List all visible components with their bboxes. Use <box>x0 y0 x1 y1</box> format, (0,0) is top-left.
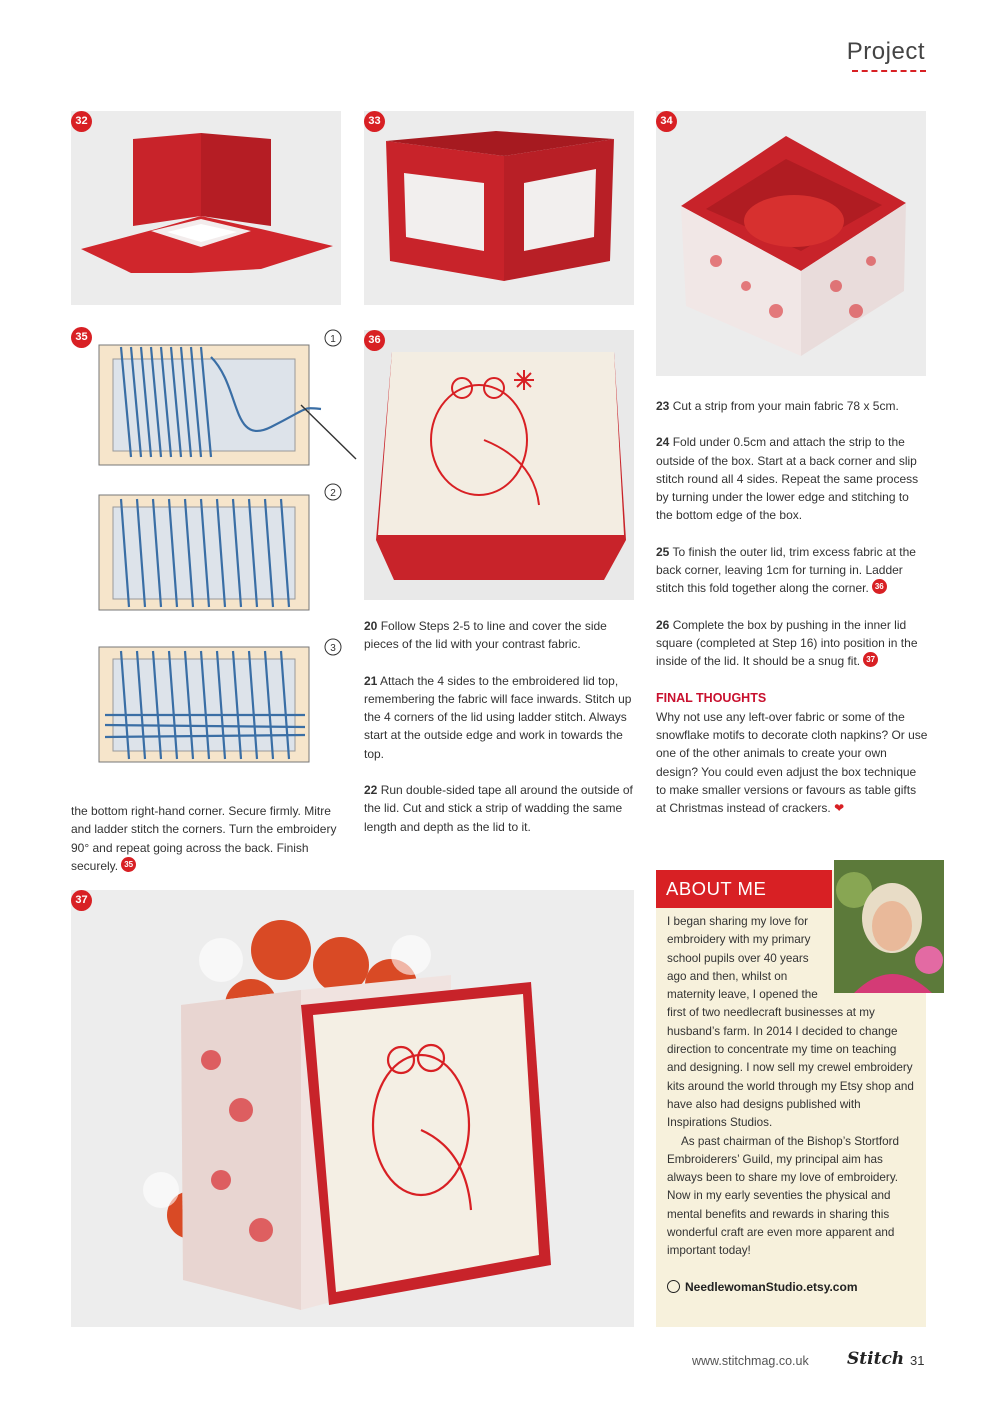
about-me-text <box>667 913 919 1261</box>
step-23: 23 Cut a strip from your main fabric 78 x 5cm. <box>656 399 899 413</box>
about-me-heading: ABOUT ME <box>656 870 832 908</box>
section-title: Project <box>846 38 925 65</box>
step-badge-35: 35 <box>71 327 92 348</box>
about-paragraph-1: I began sharing my love for embroidery with my primary school pupils over 40 years ago and then, whilst on maternity leave, I opened the first of two needlecraft businesses at my husband’s farm. In 2014 I decided to change direction to concentrate my time on teaching and designing. I now sell my crewel embroidery kits around the world through my Etsy shop and have also had designs published with Inspirations Studios. <box>667 915 914 1130</box>
diagram-label-1: 1 <box>330 334 336 345</box>
heart-icon: ❤ <box>834 801 845 816</box>
final-thoughts-heading: FINAL THOUGHTS <box>656 690 767 705</box>
step-badge-32: 32 <box>71 111 92 132</box>
photo-step-32 <box>71 111 341 305</box>
lacing-diagram <box>71 327 361 782</box>
ref-badge-36: 36 <box>872 579 887 594</box>
step-26: 26 Complete the box by pushing in the inner lid square (completed at Step 16) into position in the inside of the lid. It should be a snug fit. 37 <box>656 617 918 669</box>
diagram-label-2: 2 <box>330 488 336 499</box>
step-21: 21 Attach the 4 sides to the embroidered lid top, remembering the fabric will face inwards. Stitch up the 4 corners of the lid using ladder stitch. Always start at the outside edge and work in towards the top. <box>364 673 632 761</box>
footer-url[interactable]: www.stitchmag.co.uk <box>692 1354 809 1368</box>
photo-step-33 <box>364 111 634 305</box>
photo-step-34 <box>656 111 926 376</box>
text-column-2 <box>364 617 634 854</box>
section-divider <box>852 70 926 72</box>
text-column-1 <box>71 802 341 875</box>
step-25: 25 To finish the outer lid, trim excess fabric at the back corner, leaving 1cm for turning in. Ladder stitch this fold together along the corner. 36 <box>656 544 916 596</box>
col1-text: the bottom right-hand corner. Secure firmly. Mitre and ladder stitch the corners. Turn the embroidery 90° and repeat going across the back. Finish securely. <box>71 804 337 873</box>
text-column-3 <box>656 397 928 818</box>
photo-step-37 <box>71 890 634 1327</box>
photo-step-36 <box>364 330 634 600</box>
diagram-label-3: 3 <box>330 643 336 654</box>
step-24: 24 Fold under 0.5cm and attach the strip to the outside of the box. Start at a back corner and slip stitch round all 4 sides. Repeat the same process by turning under the lower edge and stitching to the bottom edge of the box. <box>656 435 919 523</box>
step-badge-36: 36 <box>364 330 385 351</box>
ref-badge-35: 35 <box>121 857 136 872</box>
step-22: 22 Run double-sided tape all around the outside of the lid. Cut and stick a strip of wadding the same length and depth as the lid to it. <box>364 783 633 834</box>
magazine-logo: Stitch <box>847 1349 905 1369</box>
step-badge-37: 37 <box>71 890 92 911</box>
globe-icon <box>667 1280 680 1293</box>
etsy-link[interactable]: NeedlewomanStudio.etsy.com <box>667 1280 857 1294</box>
step-20: 20 Follow Steps 2-5 to line and cover the side pieces of the lid with your contrast fabric. <box>364 619 607 652</box>
ref-badge-37: 37 <box>863 652 878 667</box>
step-badge-33: 33 <box>364 111 385 132</box>
step-badge-34: 34 <box>656 111 677 132</box>
about-paragraph-2: As past chairman of the Bishop’s Stortford Embroiderers’ Guild, my principal aim has always been to share my love of embroidery. Now in my early seventies the physical and mental benefits and rewards in sharing this wonderful craft are even more apparent and important today! <box>667 1134 900 1258</box>
page-number: 31 <box>910 1353 925 1368</box>
final-thoughts-text: Why not use any left-over fabric or some of the snowflake motifs to decorate cloth napkins? Or use one of the other animals to create your own design? You could even adjust the box technique to make smaller versions or favours as table gifts at Christmas instead of crackers. ❤ <box>656 709 928 816</box>
